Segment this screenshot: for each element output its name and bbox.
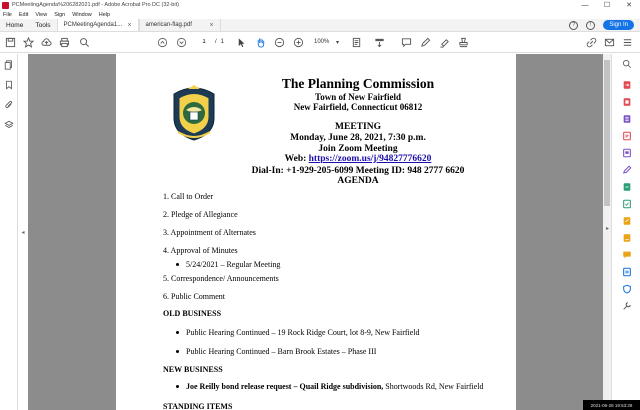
page-number-input[interactable] xyxy=(197,37,211,47)
acrobat-logo-icon xyxy=(2,2,9,9)
right-tools-pane xyxy=(611,54,640,410)
search-tool-icon[interactable] xyxy=(621,58,633,69)
standing-items-heading: STANDING ITEMS xyxy=(163,402,233,410)
fill-sign-icon[interactable] xyxy=(621,215,633,226)
minutes-subitem: 5/24/2021 – Regular Meeting xyxy=(186,260,281,269)
new-business-item-rest: Shortwoods Rd, New Fairfield xyxy=(383,382,484,391)
document-city: New Fairfield, Connecticut 06812 xyxy=(293,102,423,112)
export-pdf-icon[interactable] xyxy=(621,79,633,90)
select-cursor-icon[interactable] xyxy=(235,36,248,49)
zoom-in-icon[interactable] xyxy=(292,36,305,49)
scan-ocr-icon[interactable] xyxy=(621,181,633,192)
edit-pdf-icon[interactable] xyxy=(621,130,633,141)
fit-page-icon[interactable] xyxy=(350,36,363,49)
sign-in-button[interactable]: Sign In xyxy=(603,20,634,30)
vertical-scrollbar[interactable] xyxy=(603,54,611,410)
old-business-item: Public Hearing Continued – 19 Rock Ridge Court, lot 8-9, New Fairfield xyxy=(186,328,420,337)
zoom-meeting-link[interactable]: https://zoom.us/j/94827776620 xyxy=(308,154,432,164)
new-business-heading: NEW BUSINESS xyxy=(163,365,223,374)
close-tab-icon[interactable]: × xyxy=(127,21,132,29)
stamp-icon[interactable] xyxy=(457,36,470,49)
title-bar xyxy=(0,0,640,10)
menu-edit[interactable]: Edit xyxy=(18,11,29,18)
upload-cloud-icon[interactable] xyxy=(40,36,53,49)
left-navigation-pane xyxy=(0,54,18,410)
send-for-signature-icon[interactable] xyxy=(621,232,633,243)
taskbar-clock: 2021-06-28 19:53:28 xyxy=(583,400,640,410)
tab-bar xyxy=(0,19,640,32)
new-business-item xyxy=(186,382,484,391)
town-seal-image xyxy=(170,84,218,142)
window-controls xyxy=(574,0,640,10)
menu-help[interactable]: Help xyxy=(98,11,111,18)
page-separator: / xyxy=(215,39,217,45)
join-zoom-text: Join Zoom Meeting xyxy=(318,144,398,154)
agenda-item: 4. Approval of Minutes xyxy=(163,246,238,255)
bullet-icon xyxy=(176,331,179,334)
maximize-button[interactable]: ☐ xyxy=(603,2,611,9)
shield-protect-icon[interactable] xyxy=(621,283,633,294)
web-label: Web: xyxy=(284,154,309,164)
agenda-item: 5. Correspondence/ Announcements xyxy=(163,274,279,283)
agenda-heading: AGENDA xyxy=(337,176,379,186)
print-icon[interactable] xyxy=(58,36,71,49)
tab-document-agenda-label: PCMeetingAgenda1... xyxy=(63,22,123,28)
meeting-date: Monday, June 28, 2021, 7:30 p.m. xyxy=(290,133,426,143)
tab-tools[interactable]: Tools xyxy=(35,21,51,29)
new-business-item-bold: Joe Reilly bond release request – Quail Ridge subdivision, xyxy=(186,382,384,391)
document-town: Town of New Fairfield xyxy=(315,92,401,102)
scrollbar-thumb[interactable] xyxy=(604,60,610,206)
help-icon[interactable]: ? xyxy=(569,21,578,30)
more-tools-icon[interactable] xyxy=(621,36,634,49)
minimize-button[interactable]: — xyxy=(581,1,589,9)
old-business-item: Public Hearing Continued – Barn Brook Estates – Phase III xyxy=(186,347,377,356)
zoom-out-icon[interactable] xyxy=(273,36,286,49)
collapse-left-chevron-icon: ◂ xyxy=(21,229,25,236)
collapse-right-chevron-icon[interactable]: ▸ xyxy=(606,226,610,232)
document-view[interactable] xyxy=(28,54,603,410)
page-navigator xyxy=(197,37,224,47)
highlight-icon[interactable] xyxy=(438,36,451,49)
main-toolbar xyxy=(0,32,640,53)
menu-view[interactable]: View xyxy=(35,11,48,18)
menu-sign[interactable]: Sign xyxy=(54,11,66,18)
bullet-icon xyxy=(176,263,179,266)
close-window-button[interactable]: ✕ xyxy=(626,2,632,9)
bookmarks-panel-icon[interactable] xyxy=(3,79,15,91)
protect-icon[interactable] xyxy=(621,198,633,209)
tab-document-agenda[interactable] xyxy=(57,19,139,31)
stamp-tool-icon[interactable] xyxy=(621,266,633,277)
agenda-item: 2. Pledge of Allegiance xyxy=(163,210,238,219)
combine-files-icon[interactable] xyxy=(621,113,633,124)
tab-document-flag-label: american-flag.pdf xyxy=(145,22,192,28)
email-icon[interactable] xyxy=(603,36,616,49)
previous-page-icon[interactable] xyxy=(156,36,169,49)
layers-icon[interactable] xyxy=(3,119,15,131)
zoom-level-dropdown[interactable]: 100% xyxy=(314,39,330,45)
old-business-heading: OLD BUSINESS xyxy=(163,309,222,318)
search-icon[interactable] xyxy=(78,36,91,49)
scroll-mode-icon[interactable] xyxy=(373,36,386,49)
hand-tool-icon[interactable] xyxy=(254,36,267,49)
pdf-page xyxy=(116,54,516,410)
web-line xyxy=(228,154,488,164)
agenda-item: 6. Public Comment xyxy=(163,292,225,301)
bullet-icon xyxy=(176,350,179,353)
organize-pages-icon[interactable] xyxy=(621,147,633,158)
next-page-icon[interactable] xyxy=(175,36,188,49)
create-pdf-icon[interactable] xyxy=(621,96,633,107)
attachments-icon[interactable] xyxy=(3,99,15,111)
bullet-icon xyxy=(176,385,179,388)
share-link-icon[interactable] xyxy=(585,36,598,49)
send-comment-icon[interactable] xyxy=(621,249,633,260)
tab-document-flag[interactable] xyxy=(139,19,221,31)
menu-bar xyxy=(0,10,640,19)
agenda-item: 3. Appointment of Alternates xyxy=(163,228,256,237)
bookmark-star-icon[interactable] xyxy=(22,36,35,49)
page-thumbnails-icon[interactable] xyxy=(3,59,15,71)
comment-tool-icon[interactable] xyxy=(621,164,633,175)
close-tab-icon[interactable]: × xyxy=(209,21,214,29)
menu-window[interactable]: Window xyxy=(72,11,92,18)
left-pane-collapse-toggle[interactable] xyxy=(18,54,28,410)
agenda-item: 1. Call to Order xyxy=(163,192,214,201)
menu-file[interactable]: File xyxy=(3,11,12,18)
document-title: The Planning Commission xyxy=(281,76,435,91)
comment-icon[interactable] xyxy=(400,36,413,49)
pen-annotate-icon[interactable] xyxy=(419,36,432,49)
more-tools-wrench-icon[interactable] xyxy=(621,300,633,311)
window-title: PCMeetingAgenda%206282021.pdf - Adobe Acrobat Pro DC (32-bit) xyxy=(12,2,179,8)
zoom-dropdown-chevron-icon[interactable]: ▾ xyxy=(335,40,339,46)
notifications-icon[interactable]: ! xyxy=(586,21,595,30)
page-total: 1 xyxy=(220,39,225,45)
meeting-heading: MEETING xyxy=(335,122,381,132)
save-icon[interactable] xyxy=(4,36,17,49)
tab-home[interactable]: Home xyxy=(6,21,24,29)
tab-bar-actions xyxy=(569,19,640,31)
dial-in-info: Dial-In: +1-929-205-6099 Meeting ID: 948 2777 6620 xyxy=(251,166,465,176)
